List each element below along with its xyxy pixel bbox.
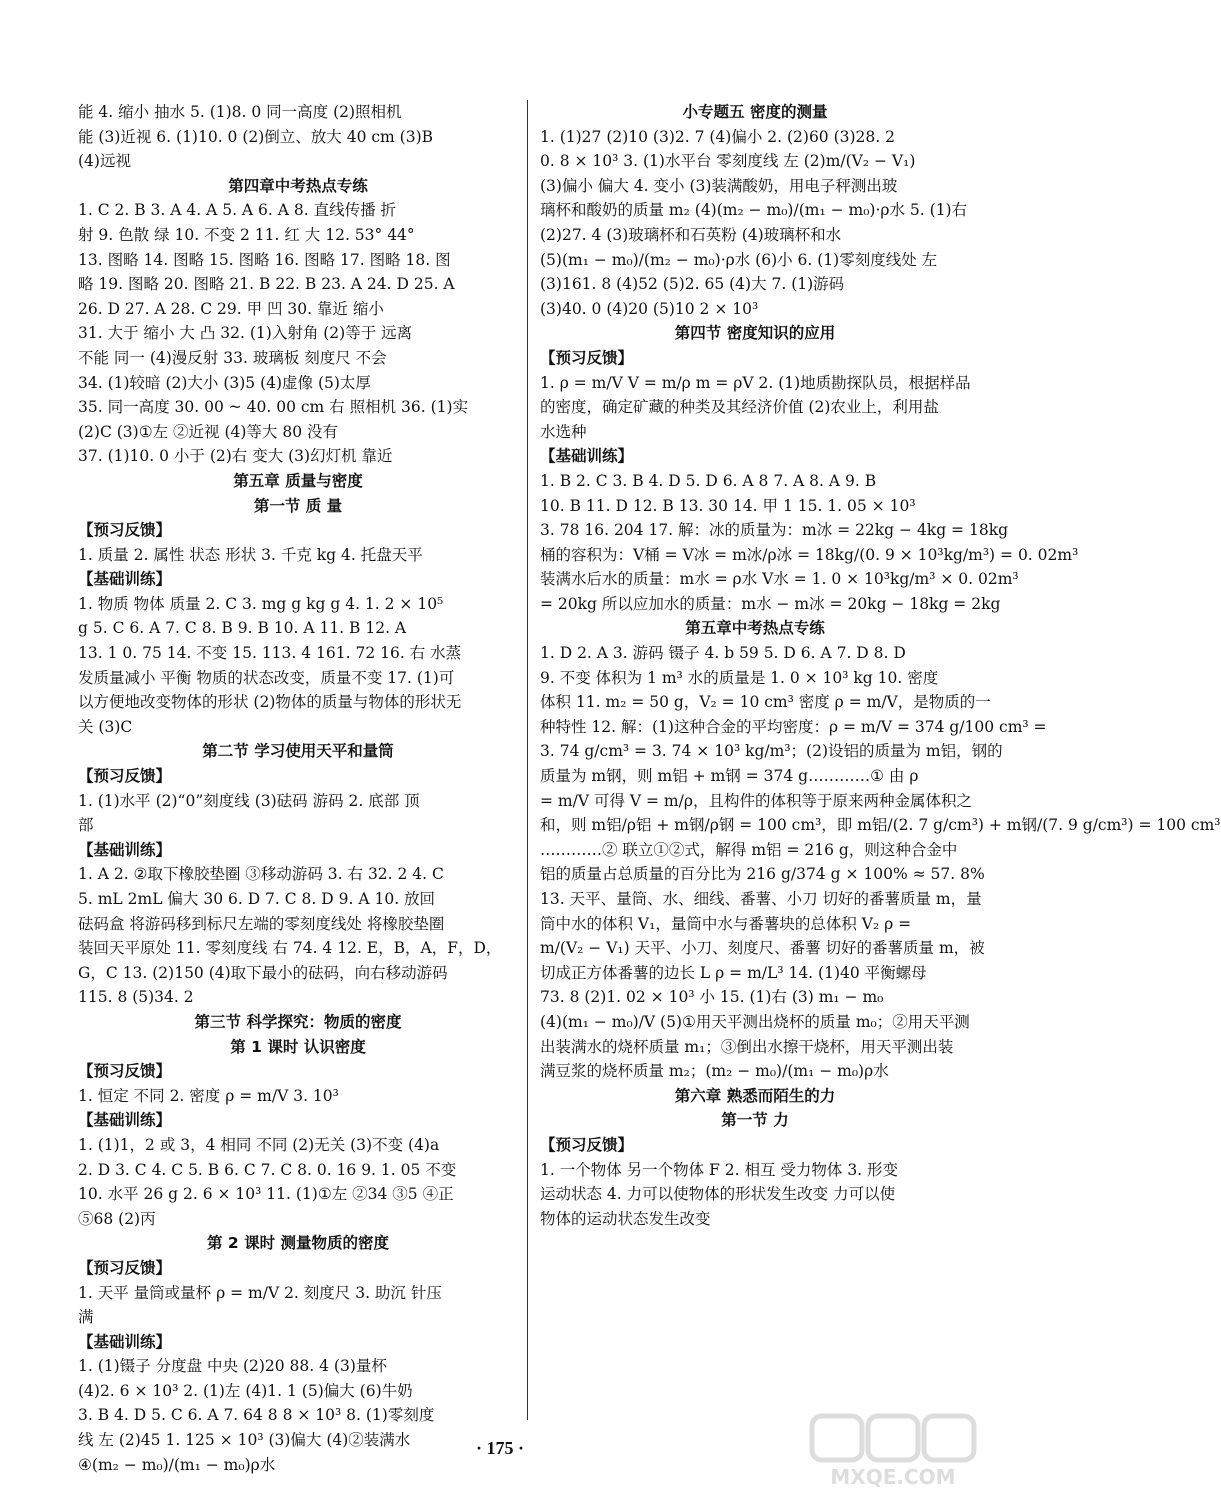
answer-line: 运动状态 4. 力可以使物体的形状发生改变 力可以使 [540,1185,896,1204]
answer-line: 铝的质量占总质量的百分比为 216 g/374 g × 100% ≈ 57. 8% [540,865,985,884]
answer-line: 3. B 4. D 5. C 6. A 7. 64 8 8 × 10³ 8. (1)零刻度 [78,1406,435,1425]
answer-line: 出装满水的烧杯质量 m₁；③倒出水擦干烧杯，用天平测出装 [540,1037,954,1056]
answer-line: 3. 78 16. 204 17. 解：冰的质量为：m冰 = 22kg − 4kg = 18kg [540,521,1009,540]
answer-line: 73. 8 (2)1. 02 × 10³ 小 15. (1)右 (3) m₁ − m₀ [540,988,884,1007]
answer-line: G，C 13. (2)150 (4)取下最小的砝码，向右移动游码 [78,963,448,982]
section-heading: 第一节 质 量 [253,496,343,515]
answer-line: 13. 天平、量筒、水、细线、番薯、小刀 切好的番薯质量 m，量 [540,890,982,908]
watermark-logo [808,1412,978,1490]
answer-line: 13. 1 0. 75 14. 不变 15. 113. 4 161. 72 16. 右 水蒸 [78,644,462,663]
answer-line: 砝码盒 将游码移到标尺左端的零刻度线处 将橡胶垫圈 [78,914,445,933]
subsection-label: 【基础训练】 [78,570,172,589]
answer-line: 1. (1)27 (2)10 (3)2. 7 (4)偏小 2. (2)60 (3)28. 2 [540,127,895,146]
answer-line: 略 19. 图略 20. 图略 21. B 22. B 23. A 24. D 25. A [78,275,455,294]
section-heading: 第四节 密度知识的应用 [674,324,836,343]
subsection-label: 【预习反馈】 [78,1062,172,1081]
column-divider [527,100,528,1420]
answer-line: 1. 物质 物体 质量 2. C 3. mg g kg g 4. 1. 2 × 10⁵ [78,594,444,613]
answer-line: 能 (3)近视 6. (1)10. 0 (2)倒立、放大 40 cm (3)B [78,127,434,146]
answer-line: 发质量减小 平衡 物质的状态改变，质量不变 17. (1)可 [78,668,455,687]
page-number: · 175 · [475,1438,524,1458]
answer-line: 26. D 27. A 28. C 29. 甲 凹 30. 靠近 缩小 [78,299,384,318]
subsection-label: 【预习反馈】 [78,521,172,540]
answer-line: 1. (1)镊子 分度盘 中央 (2)20 88. 4 (3)量杯 [78,1357,387,1376]
answer-line: (4)远视 [78,152,131,171]
answer-line: 31. 大于 缩小 大 凸 32. (1)入射角 (2)等于 远离 [78,324,413,343]
answer-line: 10. B 11. D 12. B 13. 30 14. 甲 1 15. 1. 05 × 10³ [540,496,916,515]
answer-line: 切成正方体番薯的边长 L ρ = m/L³ 14. (1)40 平衡螺母 [540,963,927,982]
section-heading: 第五章中考热点专练 [685,619,825,638]
answer-line: 射 9. 色散 绿 10. 不变 2 11. 红 大 12. 53° 44° [78,225,415,244]
answer-line: 体积 11. m₂ = 50 g，V₂ = 10 cm³ 密度 ρ = m/V，是物质的一 [540,693,991,712]
answer-line: 1. 质量 2. 属性 状态 形状 3. 千克 kg 4. 托盘天平 [78,545,423,564]
subsection-label: 【预习反馈】 [540,348,634,367]
answer-line: 璃杯和酸奶的质量 m₂ (4)(m₂ − m₀)/(m₁ − m₀)·ρ水 5. (1)右 [540,201,968,220]
answer-line: (3)偏小 偏大 4. 变小 (3)装满酸奶，用电子秤测出玻 [540,176,898,195]
answer-line: g 5. C 6. A 7. C 8. B 9. B 10. A 11. B 12. A [78,619,407,638]
answer-line: (4)(m₁ − m₀)/V (5)①用天平测出烧杯的质量 m₀；②用天平测 [540,1012,970,1031]
section-heading: 第四章中考热点专练 [228,176,368,195]
answer-line: 1. 天平 量筒或量杯 ρ = m/V 2. 刻度尺 3. 助沉 针压 [78,1283,442,1302]
answer-line: 1. B 2. C 3. B 4. D 5. D 6. A 8 7. A 8. A 9. B [540,471,877,490]
answer-line: 满豆浆的烧杯质量 m₂；(m₂ − m₀)/(m₁ − m₀)ρ水 [540,1062,889,1081]
answer-line: 不能 同一 (4)漫反射 33. 玻璃板 刻度尺 不会 [78,348,387,367]
answer-line: 质量为 m钢，则 m铝 + m钢 = 374 g…………① 由 ρ [540,767,919,786]
section-heading: 第 1 课时 认识密度 [230,1037,366,1056]
answer-line: 满 [78,1308,94,1327]
section-heading: 第三节 科学探究：物质的密度 [194,1012,402,1031]
answer-line: 的密度，确定矿藏的种类及其经济价值 (2)农业上，利用盐 [540,398,939,417]
answer-line: 装回天平原处 11. 零刻度线 右 74. 4 12. E，B，A，F，D， [78,939,502,958]
answer-line: (2)C (3)①左 ②近视 (4)等大 80 没有 [78,422,338,441]
answer-line: 物体的运动状态发生改变 [540,1209,711,1228]
answer-line: = 20kg 所以应加水的质量：m水 − m冰 = 20kg − 18kg = 2kg [540,594,1001,613]
answer-line: 9. 不变 体积为 1 m³ 水的质量是 1. 0 × 10³ kg 10. 密度 [540,668,939,687]
answer-line: 1. D 2. A 3. 游码 镊子 4. b 59 5. D 6. A 7. D 8. D [540,644,906,663]
answer-line: ⑤68 (2)丙 [78,1209,156,1228]
answer-line: 1. 恒定 不同 2. 密度 ρ = m/V 3. 10³ [78,1086,339,1105]
answer-line: (3)40. 0 (4)20 (5)10 2 × 10³ [540,299,759,318]
answer-line: 37. (1)10. 0 小于 (2)右 变大 (3)幻灯机 靠近 [78,447,393,466]
section-heading: 第二节 学习使用天平和量筒 [202,742,394,761]
answer-line: 装满水后水的质量：m水 = ρ水 V水 = 1. 0 × 10³kg/m³ × 0. 02m³ [540,570,1019,589]
subsection-label: 【基础训练】 [540,447,634,466]
answer-line: 115. 8 (5)34. 2 [78,988,194,1007]
subsection-label: 【预习反馈】 [540,1135,634,1154]
answer-line: 1. (1)水平 (2)“0”刻度线 (3)砝码 游码 2. 底部 顶 [78,791,420,810]
subsection-label: 【基础训练】 [78,1111,172,1130]
answer-line: 和，则 m铝/ρ铝 + m钢/ρ钢 = 100 cm³，即 m铝/(2. 7 g/cm³) + m钢/(7. 9 g/cm³) = 100 cm³ [540,816,1221,835]
answer-line: 1. (1)1，2 或 3，4 相同 不同 (2)无关 (3)不变 (4)a [78,1135,440,1154]
answer-line: 能 4. 缩小 抽水 5. (1)8. 0 同一高度 (2)照相机 [78,103,402,121]
section-heading: 第六章 熟悉而陌生的力 [674,1086,836,1105]
answer-line: 2. D 3. C 4. C 5. B 6. C 7. C 8. 0. 16 9. 1. 05 不变 [78,1160,457,1179]
subsection-label: 【预习反馈】 [78,767,172,786]
answer-line: (2)27. 4 (3)玻璃杯和石英粉 (4)玻璃杯和水 [540,225,842,244]
answer-line: 线 左 (2)45 1. 125 × 10³ (3)偏大 (4)②装满水 [78,1431,411,1450]
section-heading: 第 2 课时 测量物质的密度 [207,1234,389,1253]
answer-line: 10. 水平 26 g 2. 6 × 10³ 11. (1)①左 ②34 ③5 ④正 [78,1185,454,1204]
section-heading: 第五章 质量与密度 [233,471,363,490]
section-heading: 第一节 力 [721,1111,789,1130]
svg-text:MXQE.COM: MXQE.COM [830,1465,956,1489]
answer-line: 0. 8 × 10³ 3. (1)水平台 零刻度线 左 (2)m/(V₂ − V₁) [540,152,916,171]
answer-line: 34. (1)较暗 (2)大小 (3)5 (4)虚像 (5)太厚 [78,373,371,392]
subsection-label: 【基础训练】 [78,840,172,859]
answer-line: 以方便地改变物体的形状 (2)物体的质量与物体的形状无 [78,693,462,712]
answer-line: 种特性 12. 解：(1)这种合金的平均密度：ρ = m/V = 374 g/100 cm³ = [540,717,1047,736]
answer-line: = m/V 可得 V = m/ρ，且构件的体积等于原来两种金属体积之 [540,791,972,810]
answer-line: 部 [78,816,94,835]
answer-line: 水选种 [540,422,587,441]
subsection-label: 【预习反馈】 [78,1258,172,1277]
left-column [78,100,518,1477]
answer-line: 筒中水的体积 V₁，量筒中水与番薯块的总体积 V₂ ρ = [540,914,912,933]
answer-line: 1. ρ = m/V V = m/ρ m = ρV 2. (1)地质勘探队员，根据样品 [540,373,971,392]
answer-line: 35. 同一高度 30. 00 ~ 40. 00 cm 右 照相机 36. (1)实 [78,398,469,417]
subsection-label: 【基础训练】 [78,1332,172,1351]
answer-line: m/(V₂ − V₁) 天平、小刀、刻度尺、番薯 切好的番薯质量 m，被 [540,939,985,958]
answer-line: …………② 联立①②式，解得 m铝 = 216 g，则这种合金中 [540,840,958,859]
answer-line: 关 (3)C [78,717,133,736]
answer-line: 1. A 2. ②取下橡胶垫圈 ③移动游码 3. 右 32. 2 4. C [78,865,444,884]
answer-line: ④(m₂ − m₀)/(m₁ − m₀)ρ水 [78,1455,276,1474]
section-heading: 小专题五 密度的测量 [682,103,828,121]
answer-line: (4)2. 6 × 10³ 2. (1)左 (4)1. 1 (5)偏大 (6)牛奶 [78,1381,413,1400]
answer-line: (3)161. 8 (4)52 (5)2. 65 (4)大 7. (1)游码 [540,275,845,294]
answer-line: 13. 图略 14. 图略 15. 图略 16. 图略 17. 图略 18. 图 [78,250,451,269]
right-column [540,100,1221,1231]
answer-line: 3. 74 g/cm³ = 3. 74 × 10³ kg/m³；(2)设铝的质量为 m铝，钢的 [540,742,1003,761]
answer-line: 1. C 2. B 3. A 4. A 5. A 6. A 8. 直线传播 折 [78,201,397,220]
answer-line: 5. mL 2mL 偏大 30 6. D 7. C 8. D 9. A 10. 放回 [78,890,436,908]
answer-line: 1. 一个物体 另一个物体 F 2. 相互 受力物体 3. 形变 [540,1160,899,1179]
answer-line: 桶的容积为：V桶 = V冰 = m冰/ρ冰 = 18kg/(0. 9 × 10³kg/m³) = 0. 02m³ [540,545,1079,564]
answer-line: (5)(m₁ − m₀)/(m₂ − m₀)·ρ水 (6)小 6. (1)零刻度线处 左 [540,250,938,269]
